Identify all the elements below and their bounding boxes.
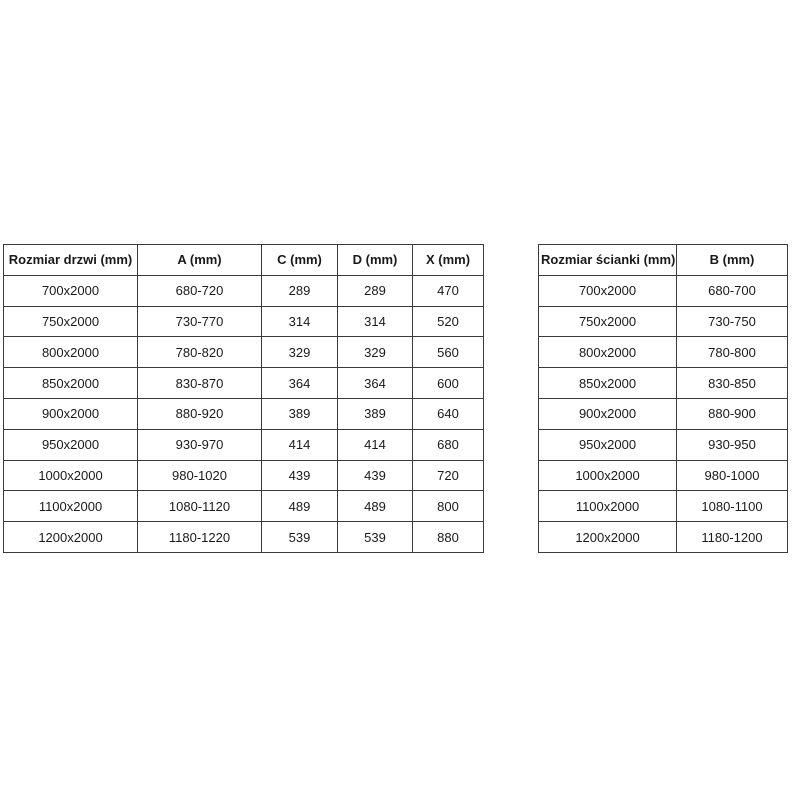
- table-cell: 439: [338, 460, 413, 491]
- column-header: A (mm): [138, 245, 262, 276]
- table-cell: 850x2000: [4, 368, 138, 399]
- table-cell: 314: [262, 306, 338, 337]
- table-cell: 489: [338, 491, 413, 522]
- table-cell: 900x2000: [539, 398, 677, 429]
- table-cell: 800x2000: [4, 337, 138, 368]
- table-row: [4, 306, 484, 337]
- table-cell: 780-820: [138, 337, 262, 368]
- table-cell: 930-950: [677, 429, 788, 460]
- table-row: [4, 337, 484, 368]
- table-cell: 289: [338, 275, 413, 306]
- table-cell: 1200x2000: [4, 522, 138, 553]
- table-cell: 640: [413, 398, 484, 429]
- table-row: [539, 368, 788, 399]
- table-row: [4, 491, 484, 522]
- table-row: [4, 368, 484, 399]
- table-cell: 1080-1100: [677, 491, 788, 522]
- table-cell: 539: [262, 522, 338, 553]
- column-header: B (mm): [677, 245, 788, 276]
- table-cell: 900x2000: [4, 398, 138, 429]
- column-header: D (mm): [338, 245, 413, 276]
- table-cell: 389: [262, 398, 338, 429]
- table-cell: 389: [338, 398, 413, 429]
- table-cell: 539: [338, 522, 413, 553]
- table-row: [4, 429, 484, 460]
- table-cell: 800x2000: [539, 337, 677, 368]
- table-cell: 439: [262, 460, 338, 491]
- table-cell: 364: [338, 368, 413, 399]
- table-cell: 1000x2000: [4, 460, 138, 491]
- table-row: [4, 275, 484, 306]
- column-header: Rozmiar drzwi (mm): [4, 245, 138, 276]
- table-cell: 750x2000: [4, 306, 138, 337]
- column-header: X (mm): [413, 245, 484, 276]
- table-cell: 1180-1200: [677, 522, 788, 553]
- table-cell: 520: [413, 306, 484, 337]
- door-dimensions-table: [3, 244, 484, 553]
- table-cell: 560: [413, 337, 484, 368]
- table-cell: 780-800: [677, 337, 788, 368]
- table-cell: 680-700: [677, 275, 788, 306]
- table-cell: 1180-1220: [138, 522, 262, 553]
- table-cell: 850x2000: [539, 368, 677, 399]
- table-cell: 1200x2000: [539, 522, 677, 553]
- table-row: [4, 398, 484, 429]
- table-cell: 1100x2000: [539, 491, 677, 522]
- table-cell: 489: [262, 491, 338, 522]
- table-cell: 600: [413, 368, 484, 399]
- column-header: Rozmiar ścianki (mm): [539, 245, 677, 276]
- table-cell: 414: [338, 429, 413, 460]
- table-row: [539, 337, 788, 368]
- table-cell: 414: [262, 429, 338, 460]
- table-cell: 950x2000: [4, 429, 138, 460]
- table-cell: 750x2000: [539, 306, 677, 337]
- table-cell: 314: [338, 306, 413, 337]
- table-cell: 329: [262, 337, 338, 368]
- table-cell: 680: [413, 429, 484, 460]
- table-cell: 470: [413, 275, 484, 306]
- table-cell: 880-920: [138, 398, 262, 429]
- table-cell: 720: [413, 460, 484, 491]
- table-cell: 1000x2000: [539, 460, 677, 491]
- table-cell: 730-750: [677, 306, 788, 337]
- table-row: [4, 460, 484, 491]
- table-header-row: [4, 245, 484, 276]
- table-cell: 680-720: [138, 275, 262, 306]
- table-cell: 930-970: [138, 429, 262, 460]
- wall-panel-dimensions-table: [538, 244, 788, 553]
- table-row: [539, 429, 788, 460]
- table-cell: 700x2000: [4, 275, 138, 306]
- column-header: C (mm): [262, 245, 338, 276]
- table-row: [539, 460, 788, 491]
- table-cell: 830-870: [138, 368, 262, 399]
- table-row: [539, 522, 788, 553]
- table-cell: 880-900: [677, 398, 788, 429]
- table-row: [4, 522, 484, 553]
- table-cell: 830-850: [677, 368, 788, 399]
- table-cell: 329: [338, 337, 413, 368]
- table-cell: 880: [413, 522, 484, 553]
- table-cell: 980-1000: [677, 460, 788, 491]
- table-cell: 980-1020: [138, 460, 262, 491]
- table-row: [539, 398, 788, 429]
- table-row: [539, 275, 788, 306]
- table-cell: 800: [413, 491, 484, 522]
- table-cell: 364: [262, 368, 338, 399]
- table-header-row: [539, 245, 788, 276]
- table-row: [539, 491, 788, 522]
- table-cell: 1100x2000: [4, 491, 138, 522]
- table-cell: 289: [262, 275, 338, 306]
- table-row: [539, 306, 788, 337]
- table-cell: 730-770: [138, 306, 262, 337]
- table-cell: 1080-1120: [138, 491, 262, 522]
- table-cell: 700x2000: [539, 275, 677, 306]
- table-cell: 950x2000: [539, 429, 677, 460]
